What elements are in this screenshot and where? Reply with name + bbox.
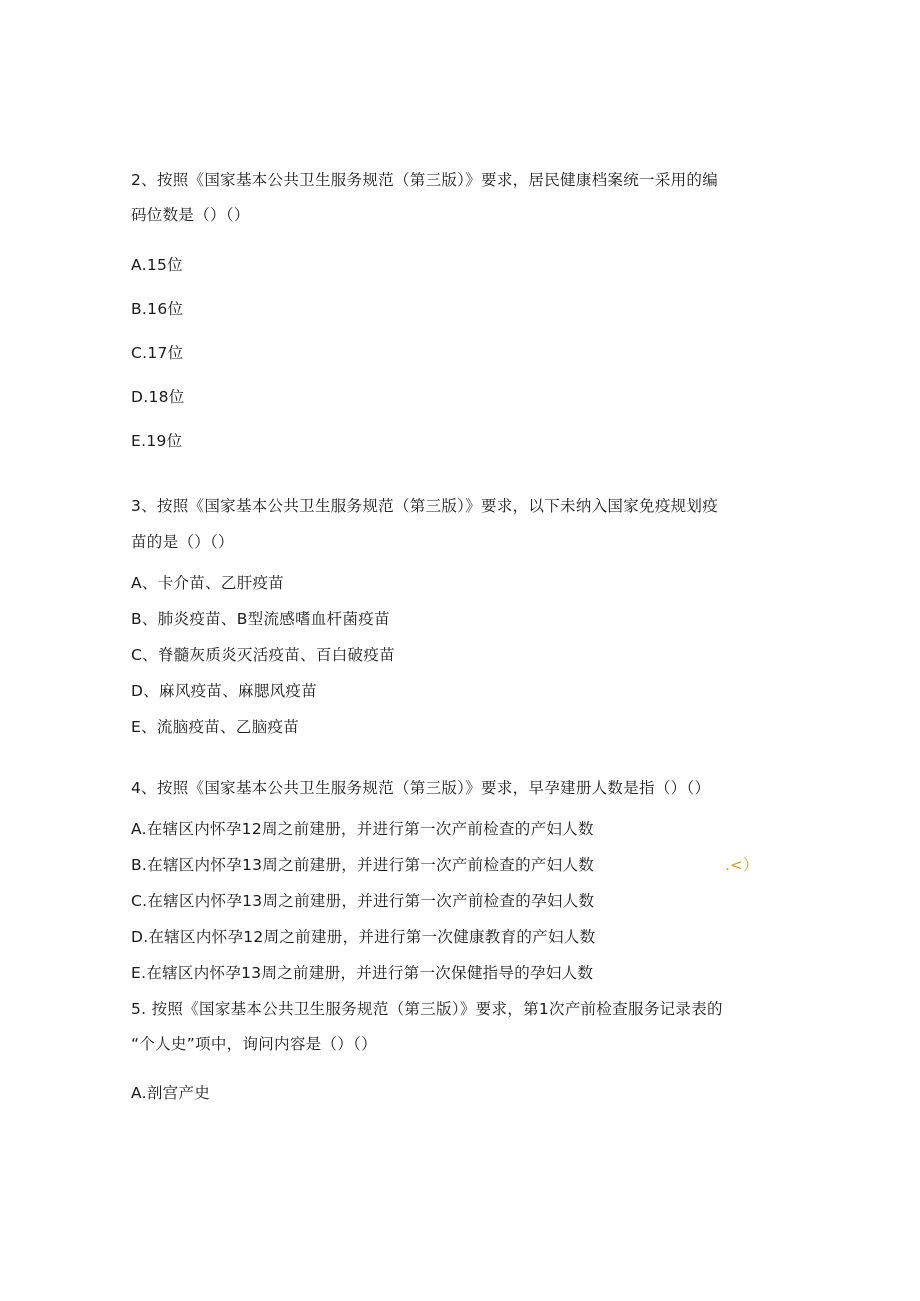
q5-stem-line2: “个人史”项中，询问内容是（）（） [131, 1035, 377, 1053]
q2-option-a: A.15位 [131, 256, 183, 274]
q3-option-e: E、流脑疫苗、乙脑疫苗 [131, 718, 300, 736]
q2-option-c: C.17位 [131, 344, 184, 362]
q3-option-a: A、卡介苗、乙肝疫苗 [131, 574, 285, 592]
q2-stem-line1: 2、按照《国家基本公共卫生服务规范（第三版）》要求，居民健康档案统一采用的编 [131, 171, 719, 189]
q4-option-a: A.在辖区内怀孕12周之前建册，并进行第一次产前检查的产妇人数 [131, 820, 594, 838]
q3-option-d: D、麻风疫苗、麻腮风疫苗 [131, 682, 318, 700]
q5-stem-line1: 5. 按照《国家基本公共卫生服务规范（第三版）》要求，第1次产前检查服务记录表的 [131, 1000, 723, 1018]
q2-option-d: D.18位 [131, 388, 185, 406]
q3-option-b: B、肺炎疫苗、B型流感嗜血杆菌疫苗 [131, 610, 390, 628]
q3-stem-line1: 3、按照《国家基本公共卫生服务规范（第三版）》要求，以下未纳入国家免疫规划疫 [131, 497, 719, 515]
q2-option-b: B.16位 [131, 300, 184, 318]
q5-option-a: A.剖宫产史 [131, 1084, 211, 1102]
q2-option-e: E.19位 [131, 432, 183, 450]
q4-option-e: E.在辖区内怀孕13周之前建册，并进行第一次保健指导的孕妇人数 [131, 964, 594, 982]
q4-option-b: B.在辖区内怀孕13周之前建册，并进行第一次产前检查的产妇人数 [131, 856, 595, 874]
q4-option-c: C.在辖区内怀孕13周之前建册，并进行第一次产前检查的孕妇人数 [131, 892, 595, 910]
q4-option-d: D.在辖区内怀孕12周之前建册，并进行第一次健康教育的产妇人数 [131, 928, 596, 946]
q2-stem-line2: 码位数是（）（） [131, 206, 250, 224]
stray-annotation-mark: .<） [725, 856, 759, 874]
q3-stem-line2: 苗的是（）（） [131, 533, 234, 551]
q4-stem-line1: 4、按照《国家基本公共卫生服务规范（第三版）》要求，早孕建册人数是指（）（） [131, 779, 711, 797]
q3-option-c: C、脊髓灰质炎灭活疫苗、百白破疫苗 [131, 646, 395, 664]
